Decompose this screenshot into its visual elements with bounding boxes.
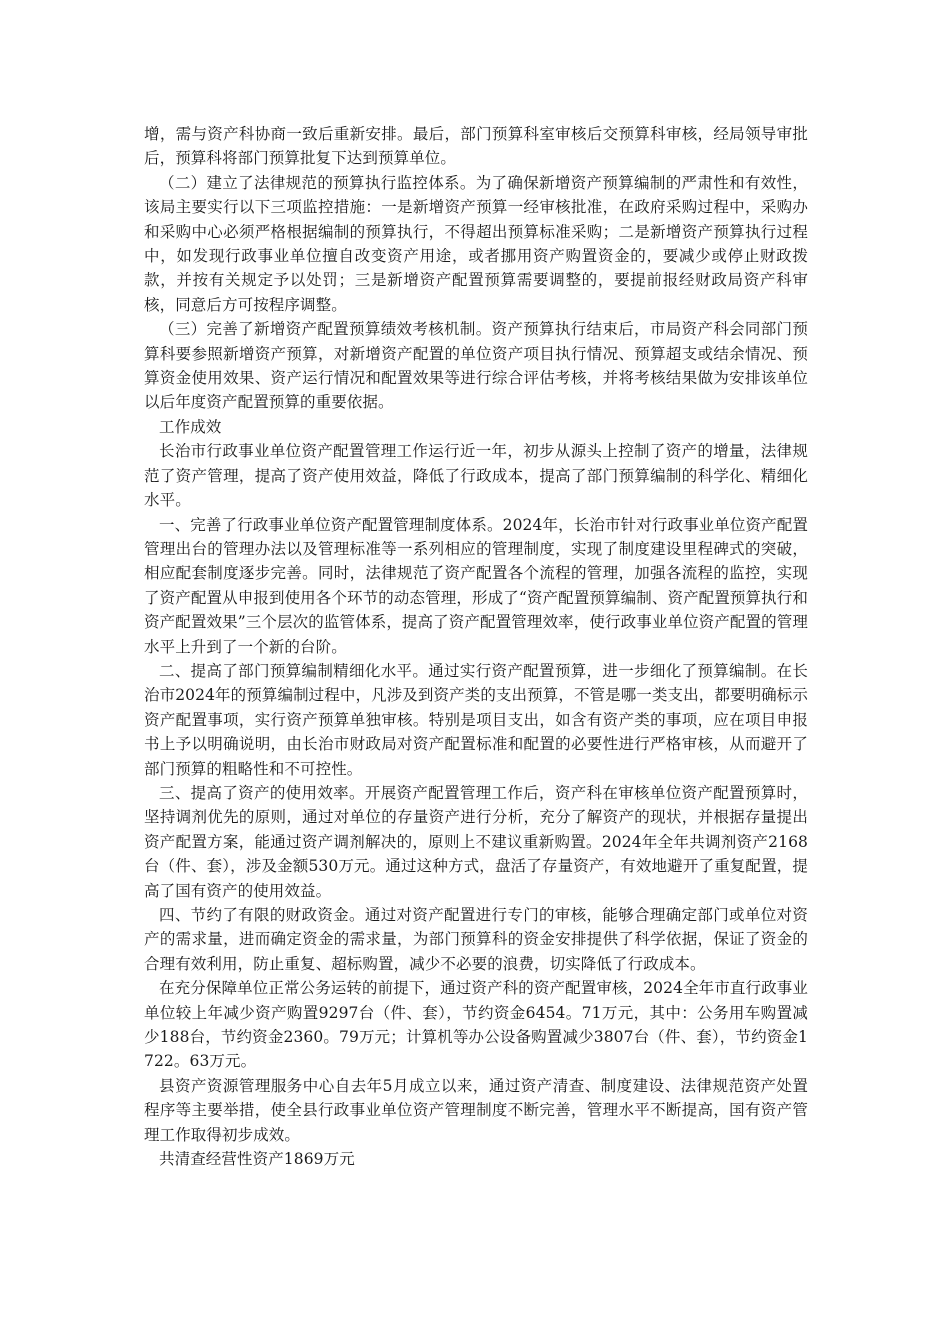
paragraph-section-3: （三）完善了新增资产配置预算绩效考核机制。资产预算执行结束后，市局资产科会同部门预算科要参照新增资产预算，对新增资产配置的单位资产项目执行情况、预算超支或结余情况、预算资金使用效果、资产运行情况和配置效果等进行综合评估考核，并将考核结果做为安排该单位以后年度资产配置预算的重要依据。 <box>144 320 808 412</box>
paragraph-results-intro: 长治市行政事业单位资产配置管理工作运行近一年，初步从源头上控制了资产的增量，法律规范了资产管理，提高了资产使用效益，降低了行政成本，提高了部门预算编制的科学化、精细化水平。 <box>144 442 808 510</box>
paragraph-asset-audit: 共清查经营性资产1869万元 <box>159 1150 355 1169</box>
paragraph-result-2: 二、提高了部门预算编制精细化水平。通过实行资产配置预算，进一步细化了预算编制。在长治市2024年的预算编制过程中，凡涉及到资产类的支出预算，不管是哪一类支出，都要明确标示资产配置事项，实行资产预算单独审核。特别是项目支出，如含有资产类的事项，应在项目申报书上予以明确说明，由长治市财政局对资产配置标准和配置的必要性进行严格审核，从而避开了部门预算的粗略性和不可控性。 <box>144 661 808 778</box>
paragraph-savings: 在充分保障单位正常公务运转的前提下，通过资产科的资产配置审核，2024全年市直行政事业单位较上年减少资产购置9297台（件、套），节约资金6454。71万元，其中：公务用车购置减少188台，节约资金2360。79万元；计算机等办公设备购置减少3807台（件、套），节约资金1722。63万元。 <box>144 979 808 1071</box>
paragraph-result-4: 四、节约了有限的财政资金。通过对资产配置进行专门的审核，能够合理确定部门或单位对资产的需求量，进而确定资金的需求量，为部门预算科的资金安排提供了科学依据，保证了资金的合理有效利用，防止重复、超标购置，减少不必要的浪费，切实降低了行政成本。 <box>144 906 808 973</box>
paragraph-county-center: 县资产资源管理服务中心自去年5月成立以来，通过资产清查、制度建设、法律规范资产处置程序等主要举措，使全县行政事业单位资产管理制度不断完善，管理水平不断提高，国有资产管理工作取得初步成效。 <box>144 1076 808 1144</box>
paragraph-result-3: 三、提高了资产的使用效率。开展资产配置管理工作后，资产科在审核单位资产配置预算时，坚持调剂优先的原则，通过对单位的存量资产进行分析，充分了解资产的现状，并根据存量提出资产配置方案，能通过资产调剂解决的，原则上不建议重新购置。2024年全年共调剂资产2168台（件、套），涉及金额530万元。通过这种方式，盘活了存量资产，有效地避开了重复配置，提高了国有资产的使用效益。 <box>144 783 808 900</box>
document-body <box>144 122 808 1171</box>
paragraph-section-2: （二）建立了法律规范的预算执行监控体系。为了确保新增资产预算编制的严肃性和有效性，该局主要实行以下三项监控措施：一是新增资产预算一经审核批准，在政府采购过程中，采购办和采购中心必须严格根据编制的预算执行，不得超出预算标准采购；二是新增资产预算执行过程中，如发现行政事业单位擅自改变资产用途，或者挪用资产购置资金的，要减少或停止财政拨款，并按有关规定予以处罚；三是新增资产配置预算需要调整的，要提前报经财政局资产科审核，同意后方可按程序调整。 <box>144 173 808 314</box>
paragraph-continuation: 增，需与资产科协商一致后重新安排。最后，部门预算科室审核后交预算科审核，经局领导审批后，预算科将部门预算批复下达到预算单位。 <box>144 125 808 168</box>
paragraph-result-1: 一、完善了行政事业单位资产配置管理制度体系。2024年，长治市针对行政事业单位资产配置管理出台的管理办法以及管理标准等一系列相应的管理制度，实现了制度建设里程碑式的突破，相应配套制度逐步完善。同时，法律规范了资产配置各个流程的管理，加强各流程的监控，实现了资产配置从申报到使用各个环节的动态管理，形成了“资产配置预算编制、资产配置预算执行和资产配置效果”三个层次的监管体系，提高了资产配置管理效率，使行政事业单位资产配置的管理水平上升到了一个新的台阶。 <box>144 515 808 656</box>
section-heading-results: 工作成效 <box>159 417 222 436</box>
